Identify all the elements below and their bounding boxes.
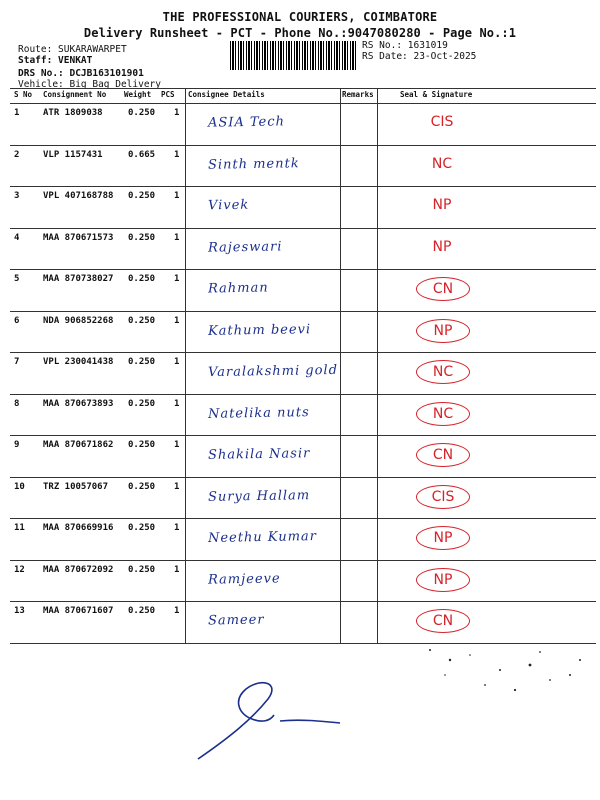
- row-rule: [10, 477, 596, 478]
- consignee-divider: [185, 88, 186, 644]
- row-sno: 7: [14, 357, 20, 367]
- row-consignment-no: VPL 407168788: [43, 191, 114, 201]
- company-title: THE PROFESSIONAL COURIERS, COIMBATORE: [162, 10, 438, 24]
- row-rule: [10, 228, 596, 229]
- row-sno: 12: [14, 564, 25, 575]
- runsheet-title: Delivery Runsheet - PCT - Phone No.:9047080280 - Page No.:1: [83, 26, 517, 40]
- row-pcs: 1: [174, 357, 180, 367]
- row-consignee-handwriting: Surya Hallam: [207, 487, 311, 505]
- row-rule: [10, 394, 596, 395]
- row-seal-stamp: NP: [416, 568, 470, 592]
- row-sno: 1: [14, 108, 20, 118]
- table-top-rule: [10, 88, 596, 89]
- row-consignee-handwriting: Natelika nuts: [207, 404, 310, 422]
- row-weight: 0.250: [128, 523, 156, 533]
- row-rule: [10, 145, 596, 146]
- col-seal: Seal & Signature: [400, 90, 473, 99]
- row-consignment-no: MAA 870671862: [43, 440, 114, 450]
- row-seal-stamp: CN: [416, 609, 470, 633]
- row-pcs: 1: [174, 440, 180, 450]
- staff-label: Staff: VENKAT: [18, 55, 93, 66]
- row-sno: 8: [14, 398, 20, 409]
- row-pcs: 1: [174, 398, 180, 409]
- row-seal-stamp: CIS: [430, 114, 454, 130]
- row-weight: 0.250: [128, 481, 156, 492]
- row-weight: 0.250: [128, 606, 156, 616]
- row-pcs: 1: [174, 481, 180, 492]
- row-sno: 10: [14, 481, 25, 492]
- row-rule: [10, 269, 596, 270]
- col-sno: S No: [14, 90, 33, 99]
- col-pcs: PCS: [161, 90, 175, 99]
- row-rule: [10, 352, 596, 353]
- row-sno: 3: [14, 191, 20, 201]
- row-consignment-no: MAA 870672092: [43, 564, 114, 575]
- row-consignment-no: VPL 230041438: [43, 357, 114, 367]
- seal-divider: [377, 88, 378, 644]
- row-sno: 13: [14, 606, 25, 616]
- row-pcs: 1: [174, 191, 180, 201]
- row-seal-stamp: CIS: [416, 485, 470, 509]
- row-rule: [10, 186, 596, 187]
- row-seal-stamp: NP: [416, 319, 470, 343]
- row-weight: 0.250: [128, 357, 156, 367]
- row-consignee-handwriting: Ramjeeve: [207, 570, 281, 588]
- row-pcs: 1: [174, 232, 180, 243]
- drs-number: DRS No.: DCJB163101901: [18, 68, 144, 79]
- row-sno: 4: [14, 232, 20, 243]
- rs-number: RS No.: 1631019: [362, 40, 448, 51]
- row-consignment-no: MAA 870738027: [43, 274, 114, 284]
- row-weight: 0.250: [128, 398, 156, 409]
- row-sno: 2: [14, 149, 20, 160]
- row-seal-stamp: NC: [416, 360, 470, 384]
- row-sno: 6: [14, 315, 20, 326]
- row-consignment-no: ATR 1809038: [43, 108, 103, 118]
- row-seal-stamp: CN: [416, 443, 470, 467]
- col-weight: Weight: [124, 90, 152, 99]
- row-consignee-handwriting: Sameer: [207, 612, 265, 629]
- row-consignment-no: MAA 870669916: [43, 523, 114, 533]
- row-consignment-no: TRZ 10057067: [43, 481, 109, 492]
- row-pcs: 1: [174, 523, 180, 533]
- row-consignee-handwriting: Varalakshmi gold: [207, 362, 339, 381]
- col-consignment: Consignment No: [43, 90, 107, 99]
- scan-noise: [410, 630, 600, 710]
- row-weight: 0.250: [128, 440, 156, 450]
- handwritten-signature: [190, 675, 350, 765]
- row-sno: 5: [14, 274, 20, 284]
- row-weight: 0.665: [128, 149, 156, 160]
- rs-date: RS Date: 23-Oct-2025: [362, 51, 477, 62]
- barcode-image: [230, 41, 356, 70]
- row-consignee-handwriting: Shakila Nasir: [207, 446, 311, 463]
- row-seal-stamp: NC: [416, 402, 470, 426]
- row-consignee-handwriting: ASIA Tech: [207, 114, 286, 131]
- row-seal-stamp: NP: [416, 526, 470, 550]
- row-pcs: 1: [174, 149, 180, 160]
- row-consignee-handwriting: Rahman: [207, 280, 269, 297]
- remarks-divider: [340, 88, 341, 644]
- row-rule: [10, 311, 596, 312]
- row-weight: 0.250: [128, 232, 156, 243]
- row-consignment-no: MAA 870671573: [43, 232, 114, 243]
- row-consignee-handwriting: Sinth mentk: [207, 155, 300, 173]
- table-header: [10, 88, 596, 104]
- row-weight: 0.250: [128, 315, 156, 326]
- row-pcs: 1: [174, 606, 180, 616]
- row-sno: 11: [14, 523, 25, 533]
- row-pcs: 1: [174, 108, 180, 118]
- route-label: Route: SUKARAWARPET: [18, 44, 127, 55]
- row-rule: [10, 518, 596, 519]
- row-weight: 0.250: [128, 191, 156, 201]
- row-rule: [10, 560, 596, 561]
- row-pcs: 1: [174, 564, 180, 575]
- row-seal-stamp: NC: [431, 155, 453, 172]
- col-consignee: Consignee Details: [188, 90, 265, 99]
- row-consignee-handwriting: Kathum beevi: [207, 321, 312, 339]
- row-pcs: 1: [174, 274, 180, 284]
- row-consignee-handwriting: Neethu Kumar: [207, 529, 318, 546]
- row-consignee-handwriting: Vivek: [207, 197, 250, 214]
- vehicle-label: Vehicle: Big Bag Delivery: [18, 79, 161, 90]
- row-sno: 9: [14, 440, 20, 450]
- table-header-rule: [10, 103, 596, 104]
- row-rule: [10, 601, 596, 602]
- row-seal-stamp: NP: [432, 197, 452, 213]
- row-consignment-no: MAA 870673893: [43, 398, 114, 409]
- row-seal-stamp: CN: [416, 277, 470, 301]
- row-consignment-no: VLP 1157431: [43, 149, 103, 160]
- row-weight: 0.250: [128, 108, 156, 118]
- col-remarks: Remarks: [342, 90, 374, 99]
- row-seal-stamp: NP: [432, 238, 452, 255]
- row-weight: 0.250: [128, 564, 156, 575]
- row-pcs: 1: [174, 315, 180, 326]
- row-consignment-no: NDA 906852268: [43, 315, 114, 326]
- row-weight: 0.250: [128, 274, 156, 284]
- row-rule: [10, 435, 596, 436]
- row-consignee-handwriting: Rajeswari: [207, 238, 283, 256]
- row-consignment-no: MAA 870671607: [43, 606, 114, 616]
